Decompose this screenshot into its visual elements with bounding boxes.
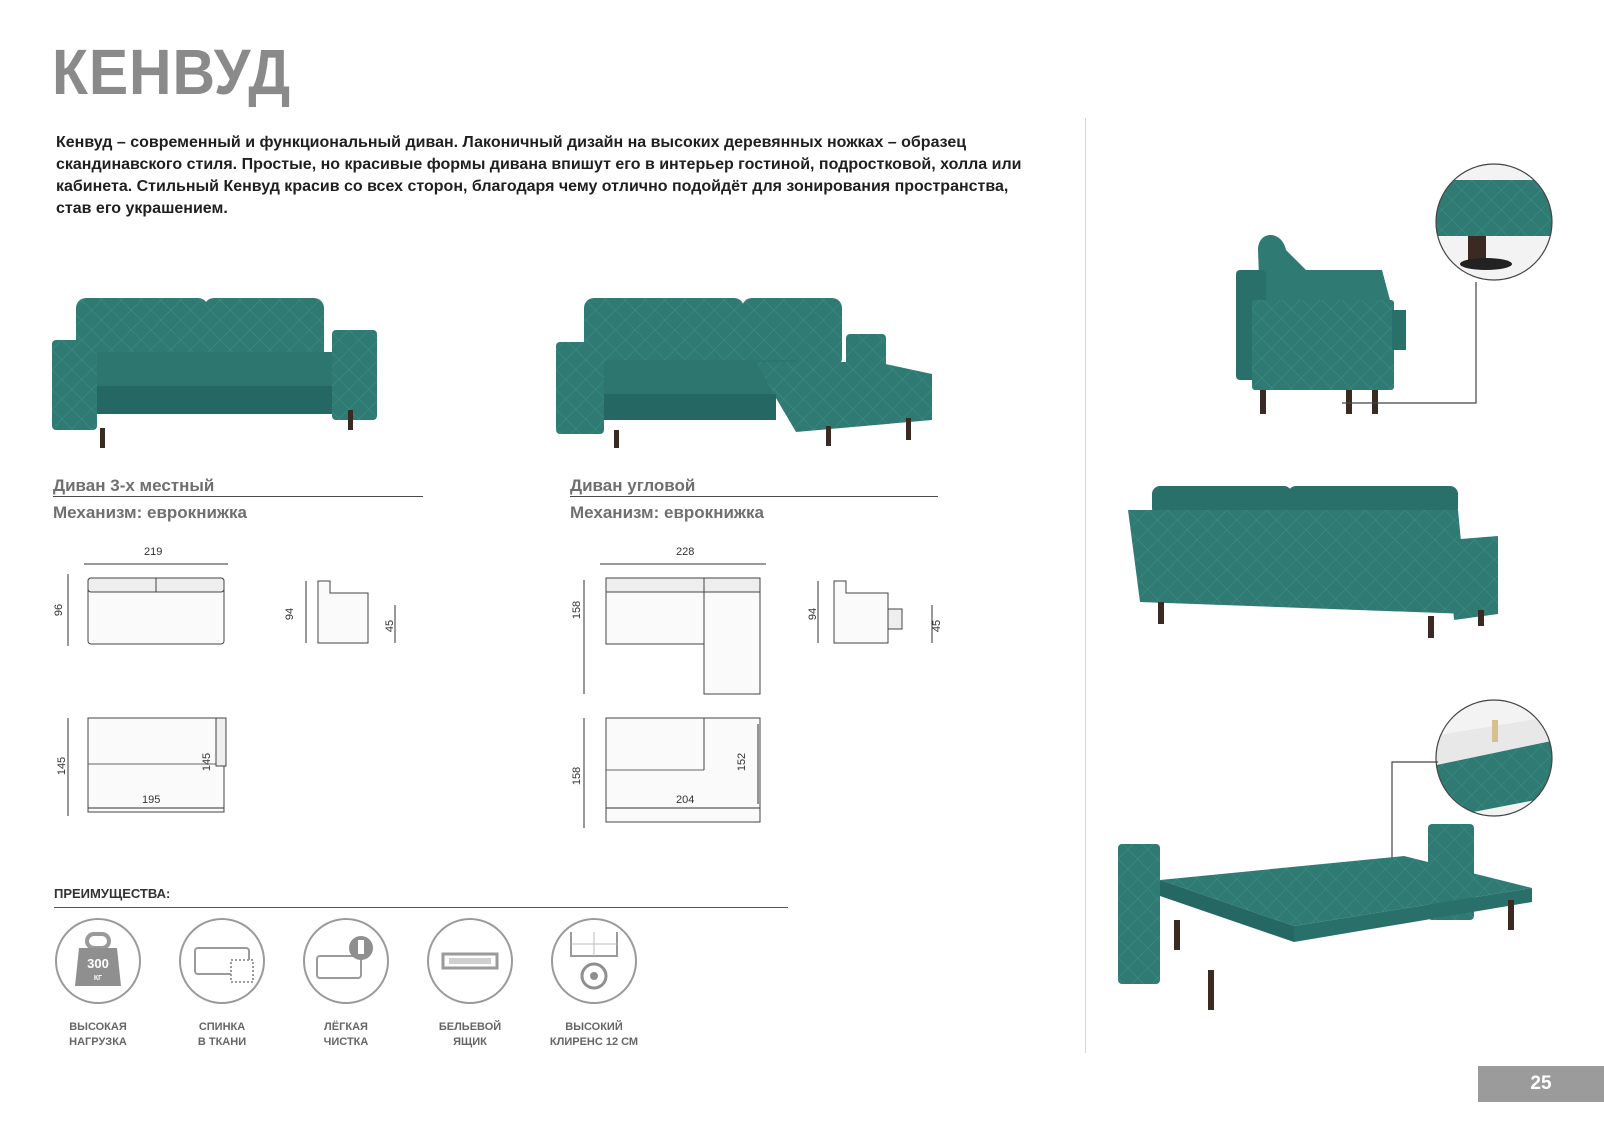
fabric-back-icon bbox=[179, 918, 265, 1004]
dim-corner-depth: 158 bbox=[571, 600, 584, 620]
dim-corner-side-height: 94 bbox=[807, 607, 820, 621]
advantage-label-line1: ВЫСОКИЙ bbox=[565, 1021, 623, 1033]
corner-sofa-mechanism: Механизм: еврокнижка bbox=[570, 503, 764, 522]
straight-sofa-underline bbox=[53, 496, 423, 497]
advantage-high-load bbox=[43, 918, 153, 1050]
dim-straight-bed-depth-inner: 145 bbox=[201, 752, 214, 772]
straight-sofa-mechanism: Механизм: еврокнижка bbox=[53, 503, 247, 522]
advantage-label-line1: БЕЛЬЕВОЙ bbox=[438, 1021, 502, 1033]
unfolded-sofa-image bbox=[1118, 740, 1558, 1030]
advantage-label-line1: СПИНКА bbox=[198, 1021, 246, 1033]
page-title: КЕНВУД bbox=[52, 36, 292, 108]
advantage-label-line1: ЛЁГКАЯ bbox=[324, 1021, 368, 1033]
dim-straight-bed-width: 195 bbox=[142, 794, 161, 806]
dim-corner-bed-depth-inner: 152 bbox=[736, 752, 749, 772]
dim-straight-depth: 96 bbox=[53, 603, 66, 617]
weight-badge-top: 300 bbox=[87, 956, 109, 971]
corner-top-view-diagram bbox=[570, 548, 770, 698]
advantage-easy-clean bbox=[291, 918, 401, 1050]
page-number: 25 bbox=[1478, 1066, 1604, 1102]
advantage-label-line2: НАГРУЗКА bbox=[69, 1036, 127, 1048]
weight-icon bbox=[55, 918, 141, 1004]
column-divider bbox=[1085, 118, 1086, 1053]
leg-detail-zoom bbox=[1432, 160, 1556, 284]
corner-sofa-image bbox=[556, 290, 936, 455]
advantage-label-line2: ЯЩИК bbox=[453, 1036, 487, 1048]
advantage-clearance bbox=[539, 918, 649, 1050]
advantages-underline bbox=[54, 907, 788, 908]
corner-bed-diagram bbox=[570, 712, 770, 832]
straight-top-view-diagram bbox=[56, 548, 241, 658]
intro-text: Кенвуд – современный и функциональный диван. Лаконичный дизайн на высоких деревянных ножках – образец скандинавского стиля. Простые, но красивые формы дивана впишут его в интерьер гостиной, подростковой, холла или кабинета. Стильный Кенвуд красив со всех сторон, благодаря чему отлично подойдёт для зонирования пространства, став его украшением. bbox=[56, 134, 1022, 217]
dim-corner-width: 228 bbox=[676, 546, 695, 558]
weight-badge-bottom: КГ bbox=[93, 975, 103, 982]
advantages-title: ПРЕИМУЩЕСТВА: bbox=[54, 886, 171, 901]
corner-sofa-name: Диван угловой bbox=[570, 476, 696, 495]
corner-sofa-underline bbox=[570, 496, 938, 497]
dim-corner-bed-depth: 158 bbox=[571, 766, 584, 786]
straight-side-view-diagram bbox=[300, 575, 405, 655]
dim-straight-seat-height: 45 bbox=[384, 619, 397, 633]
advantage-label-line2: КЛИРЕНС 12 СМ bbox=[549, 1036, 639, 1048]
advantage-label-line2: ЧИСТКА bbox=[323, 1036, 369, 1048]
dim-straight-side-height: 94 bbox=[284, 607, 297, 621]
easy-clean-icon bbox=[303, 918, 389, 1004]
straight-sofa-name: Диван 3-х местный bbox=[53, 476, 215, 495]
dim-corner-bed-width: 204 bbox=[676, 794, 695, 806]
advantage-storage-box bbox=[415, 918, 525, 1050]
corner-side-view-diagram bbox=[810, 575, 940, 655]
robot-vacuum-icon bbox=[551, 918, 637, 1004]
dim-straight-bed-depth: 145 bbox=[56, 756, 69, 776]
back-view-sofa-image bbox=[1118, 480, 1518, 660]
advantage-fabric-back bbox=[167, 918, 277, 1050]
straight-sofa-image bbox=[52, 290, 397, 455]
advantage-label-line1: ВЫСОКАЯ bbox=[69, 1021, 127, 1033]
storage-box-icon bbox=[427, 918, 513, 1004]
advantage-label-line2: В ТКАНИ bbox=[197, 1036, 247, 1048]
dim-straight-width: 219 bbox=[144, 546, 163, 558]
dim-corner-seat-height: 45 bbox=[931, 619, 944, 633]
